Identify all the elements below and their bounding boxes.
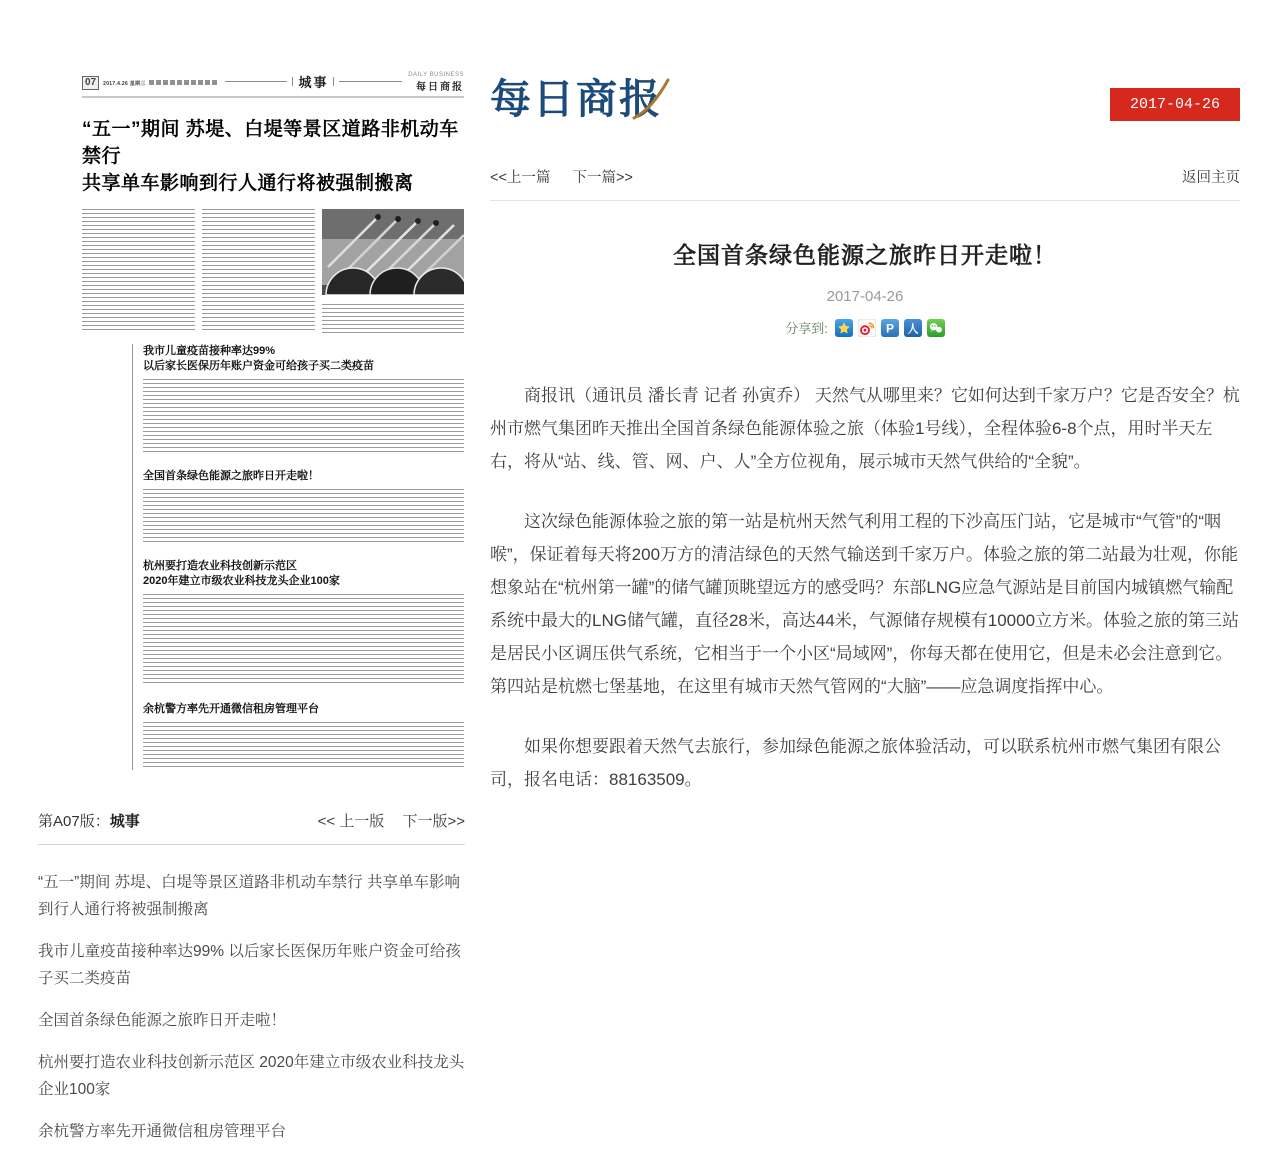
- paper-brand-chinese: 每日商报: [416, 82, 464, 93]
- prev-article-link[interactable]: <<上一篇: [490, 170, 551, 186]
- paper-story-text: [143, 594, 464, 686]
- paper-text-column: [82, 209, 195, 331]
- wechat-icon[interactable]: [927, 319, 945, 337]
- page-version-nav: [38, 810, 465, 831]
- site-logo[interactable]: 每日商报: [490, 76, 662, 122]
- article-link[interactable]: 我市儿童疫苗接种率达99% 以后家长医保历年账户资金可给孩子买二类疫苗: [38, 943, 461, 987]
- paper-story: [143, 559, 464, 686]
- share-label: 分享到:: [785, 321, 828, 336]
- date-badge: 2017-04-26: [1110, 88, 1240, 121]
- next-article-link[interactable]: 下一篇>>: [572, 170, 633, 186]
- qzone-icon[interactable]: [835, 319, 853, 337]
- paper-text-column: [202, 209, 315, 331]
- paper-section-rule: [225, 72, 403, 91]
- paper-story-title: 全国首条绿色能源之旅昨日开走啦！: [143, 470, 319, 482]
- prev-page-link[interactable]: << 上一版: [317, 813, 385, 830]
- article-list: [38, 869, 465, 1145]
- paper-dateline: 2017.4.26 星期三: [103, 81, 146, 87]
- newspaper-photo-shared-bikes: [322, 209, 464, 295]
- article-title: 全国首条绿色能源之旅昨日开走啦！: [673, 242, 1057, 268]
- paper-story-title: 杭州要打造农业科技创新示范区: [143, 560, 297, 572]
- paper-page-number: 07: [82, 76, 99, 90]
- paper-secondary-stories: [132, 344, 464, 770]
- article-body: [490, 379, 1240, 796]
- article-nav: [490, 166, 1240, 187]
- header-divider: [490, 200, 1240, 201]
- paper-story-title: 我市儿童疫苗接种率达99%: [143, 345, 276, 357]
- page-section-name: 城事: [109, 813, 140, 830]
- article-link[interactable]: 杭州要打造农业科技创新示范区 2020年建立市级农业科技龙头企业100家: [38, 1054, 465, 1098]
- svg-text:P: P: [885, 321, 894, 335]
- article-date: 2017-04-26: [826, 288, 904, 305]
- paper-story-text: [143, 722, 464, 770]
- article-link[interactable]: “五一”期间 苏堤、白堤等景区道路非机动车禁行 共享单车影响到行人通行将被强制搬离: [38, 874, 460, 918]
- share-bar: [490, 318, 1240, 337]
- paper-story-text: [143, 489, 464, 543]
- paper-headline-line1: “五一”期间 苏堤、白堤等景区道路非机动车禁行: [82, 119, 459, 167]
- article-paragraph: 如果你想要跟着天然气去旅行，参加绿色能源之旅体验活动，可以联系杭州市燃气集团有限公司，报名电话：88163509。: [490, 737, 1221, 789]
- paper-story: [143, 469, 464, 543]
- paper-story: [143, 344, 464, 453]
- back-home-link[interactable]: 返回主页: [1182, 170, 1240, 186]
- paper-story-text: [143, 379, 464, 453]
- paper-photo-caption: [322, 304, 464, 334]
- svg-text:人: 人: [907, 323, 919, 335]
- page-version-label: 第A07版：: [38, 813, 110, 830]
- newspaper-thumbnail[interactable]: [82, 72, 464, 770]
- site-header: [490, 76, 1240, 122]
- paper-story-title: 2020年建立市级农业科技龙头企业100家: [143, 575, 340, 587]
- paper-brand-english: DAILY BUSINESS: [408, 72, 464, 78]
- paper-lead-story-body: [82, 209, 464, 334]
- paper-story: [143, 702, 464, 770]
- article-paragraph: 这次绿色能源体验之旅的第一站是杭州天然气利用工程的下沙高压门站，它是城市“气管”的“咽喉”，保证着每天将200万方的清洁绿色的天然气输送到千家万户。体验之旅的第二站最为壮观，你能想象站在“杭州第一罐”的储气罐顶眺望远方的感受吗？东部LNG应急气源站是目前国内城镇燃气输配系统中最大的LNG储气罐，直径28米，高达44米，气源储存规模有10000立方米。体验之旅的第三站是居民小区调压供气系统，它相当于一个小区“局域网”，你每天都在使用它，但是未必会注意到它。第四站是杭燃七堡基地，在这里有城市天然气管网的“大脑”——应急调度指挥中心。: [490, 512, 1240, 696]
- article-link[interactable]: 余杭警方率先开通微信租房管理平台: [38, 1123, 287, 1140]
- paper-story-title: 以后家长医保历年账户资金可给孩子买二类疫苗: [143, 360, 374, 372]
- paper-section-name: 城事: [298, 75, 329, 90]
- renren-icon[interactable]: [904, 319, 922, 337]
- main-content: [490, 0, 1280, 1160]
- paper-headline: [82, 116, 464, 197]
- newspaper-masthead: [82, 72, 464, 98]
- sidebar: [0, 0, 490, 1160]
- paper-dateline-fine-print: [149, 80, 219, 85]
- article-link[interactable]: 全国首条绿色能源之旅昨日开走啦！: [38, 1012, 287, 1029]
- paper-story-title: 余杭警方率先开通微信租房管理平台: [143, 703, 319, 715]
- next-page-link[interactable]: 下一版>>: [402, 813, 465, 830]
- sina-weibo-icon[interactable]: [858, 319, 876, 337]
- paper-headline-line2: 共享单车影响到行人通行将被强制搬离: [82, 173, 414, 194]
- sidebar-divider: [38, 844, 465, 845]
- pengyou-icon[interactable]: [881, 319, 899, 337]
- article-paragraph: 商报讯（通讯员 潘长青 记者 孙寅乔） 天然气从哪里来？它如何达到千家万户？它是否安全？杭州市燃气集团昨天推出全国首条绿色能源体验之旅（体验1号线），全程体验6-8个点，用时半天左右，将从“站、线、管、网、户、人”全方位视角，展示城市天然气供给的“全貌”。: [490, 386, 1240, 471]
